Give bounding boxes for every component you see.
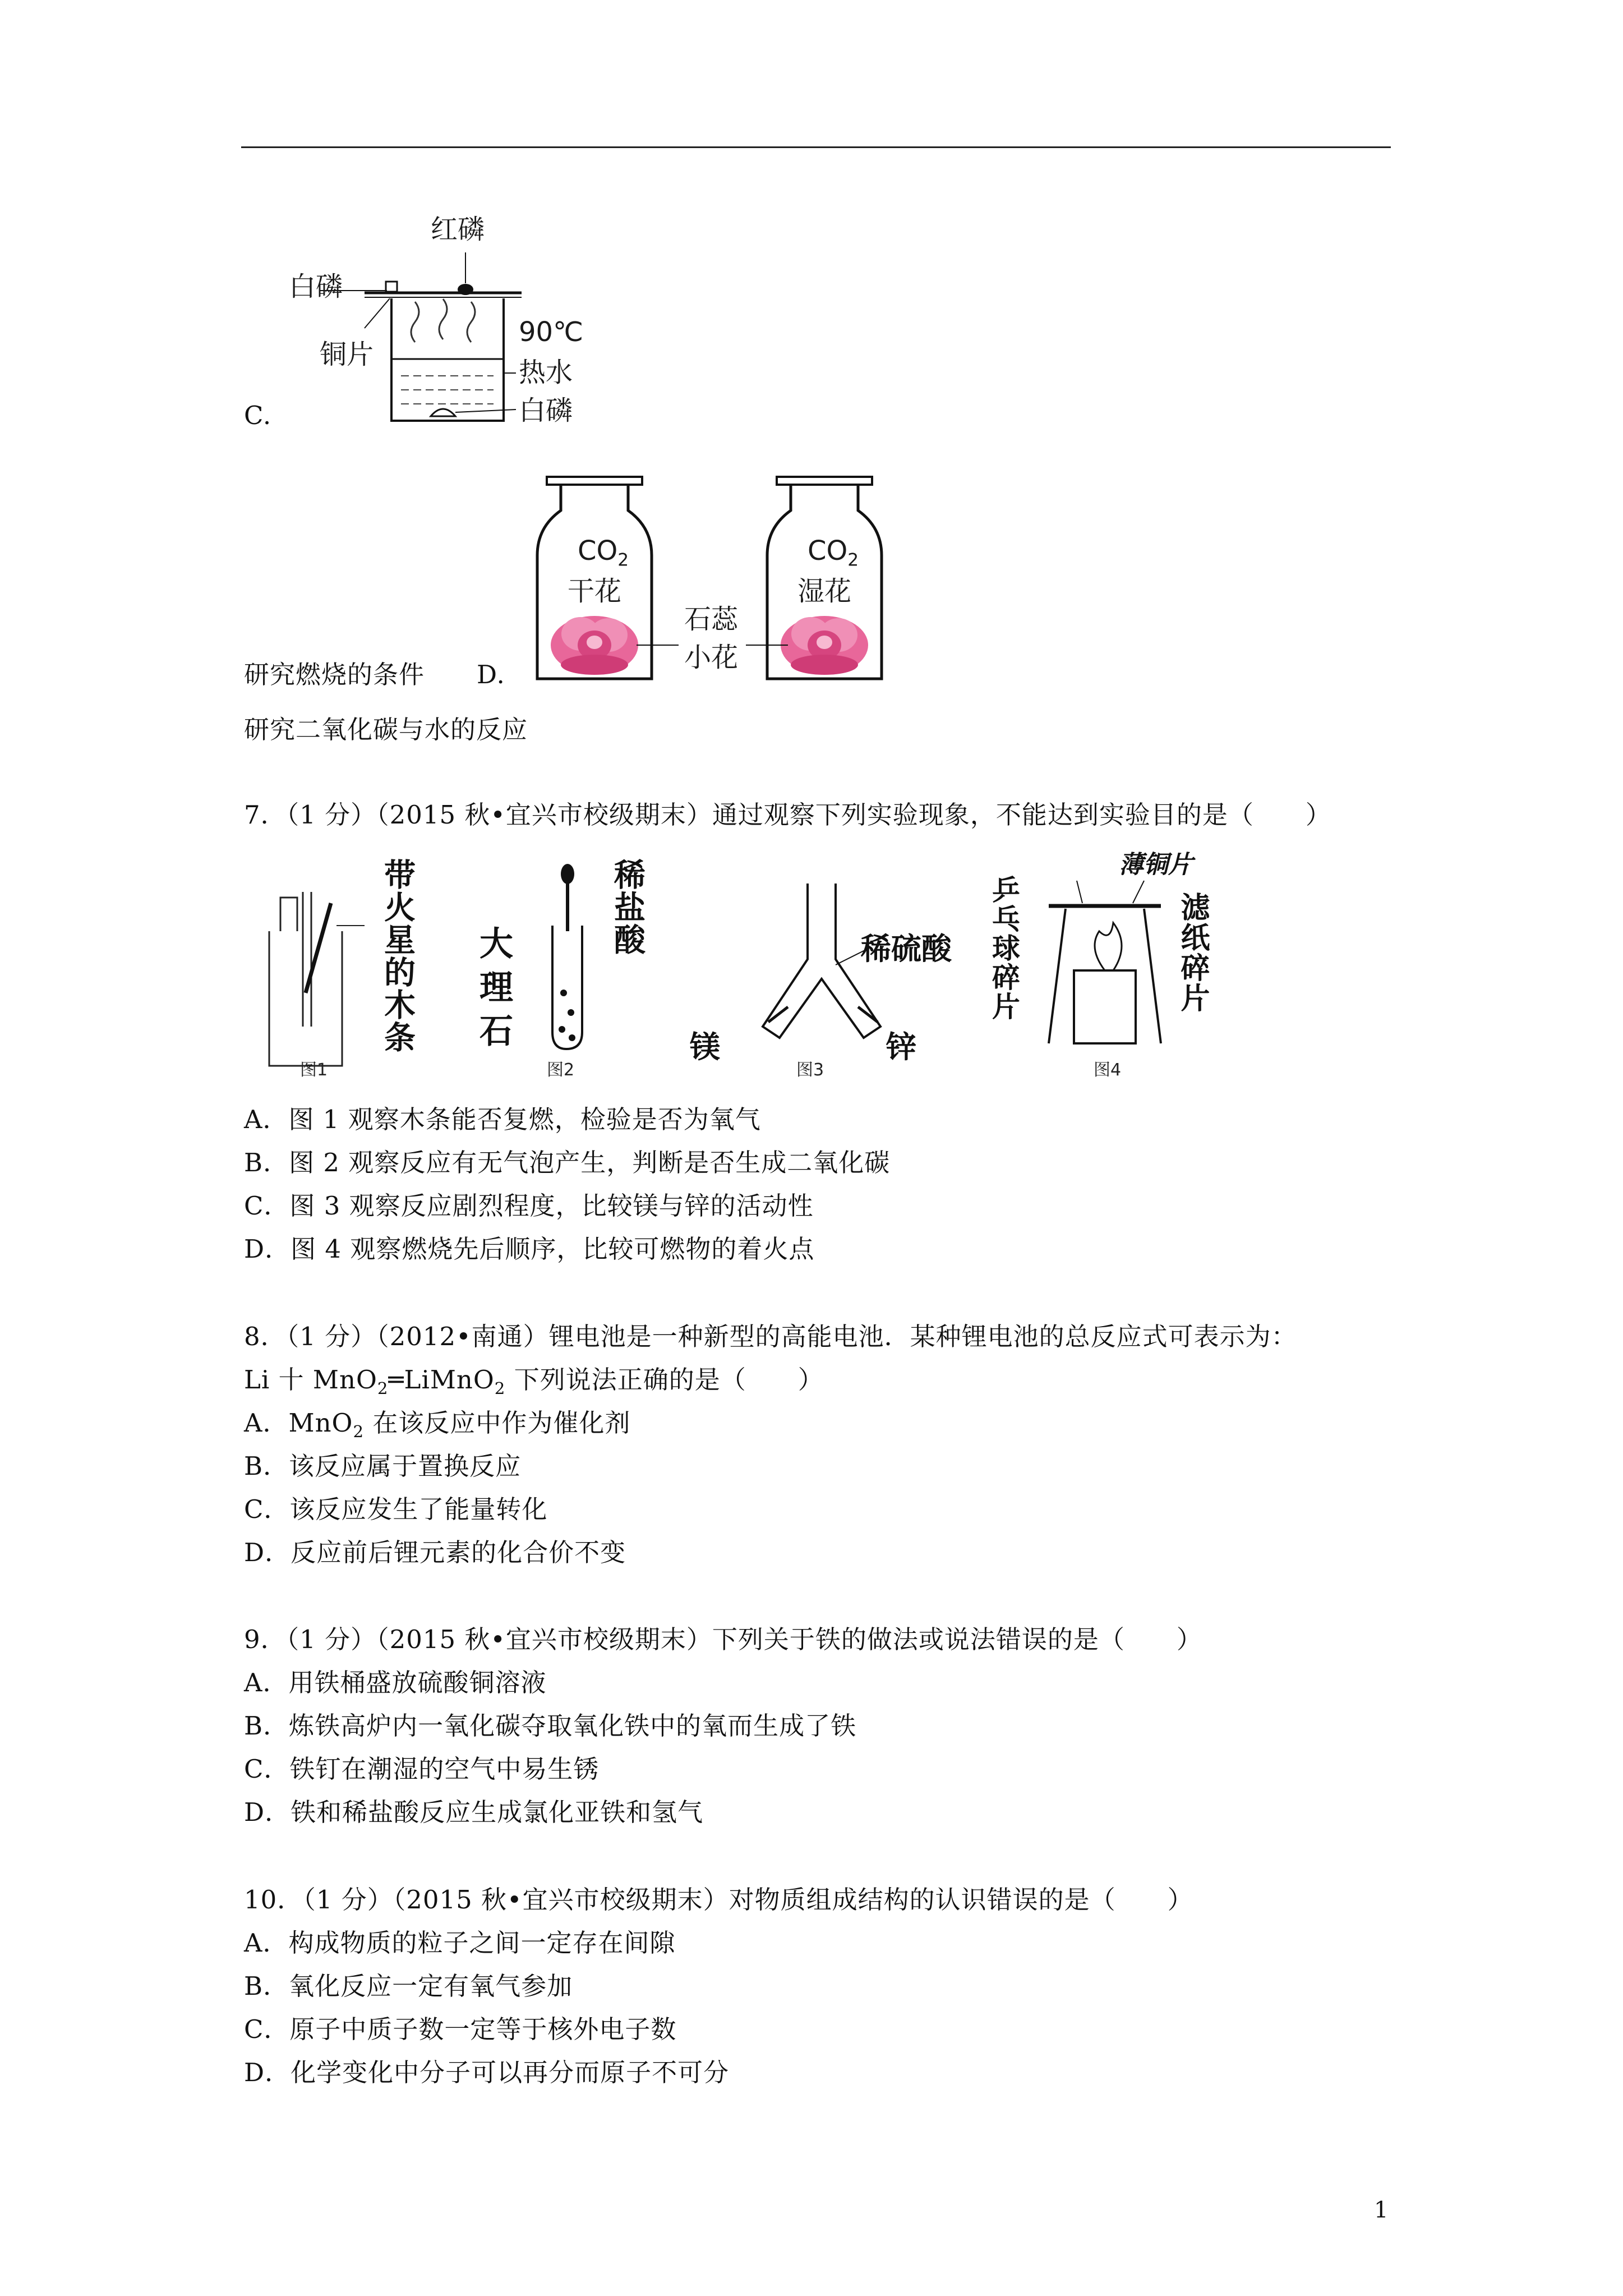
q9-option-b: B．炼铁高炉内一氧化碳夺取氧化铁中的氧而生成了铁 xyxy=(244,1711,857,1741)
label-left-co2: $CO_2$ xyxy=(578,535,629,570)
label-white-phosphorus-plate: 白磷 xyxy=(289,271,343,302)
q8-equation: Li 十 MnO$_2$═LiMnO$_2$ 下列说法正确的是（ ） xyxy=(244,1365,824,1398)
label-red-phosphorus: 红磷 xyxy=(431,214,485,245)
q6-option-c-letter: C. xyxy=(244,401,272,430)
q10-option-c: C．原子中质子数一定等于核外电子数 xyxy=(244,2014,677,2044)
q7-fig3-caption: 图3 xyxy=(796,1060,824,1080)
q6-option-d-caption: 研究二氧化碳与水的反应 xyxy=(244,715,528,744)
q9-option-a: A．用铁桶盛放硫酸铜溶液 xyxy=(244,1668,547,1697)
label-wet-flower: 湿花 xyxy=(797,576,852,607)
q6-option-c-caption: 研究燃烧的条件 xyxy=(244,660,425,689)
q7-fig4-top: 薄铜片 xyxy=(1119,850,1193,879)
label-small-flower: 小花 xyxy=(684,642,739,673)
q8-option-d: D．反应前后锂元素的化合价不变 xyxy=(244,1538,626,1567)
q7-figure-2 xyxy=(538,864,606,1055)
q8-option-c: C．该反应发生了能量转化 xyxy=(244,1494,548,1524)
q7-fig2-caption: 图2 xyxy=(547,1060,575,1080)
q7-option-c: C．图 3 观察反应剧烈程度，比较镁与锌的活动性 xyxy=(244,1191,814,1221)
q8-option-b: B．该反应属于置换反应 xyxy=(244,1451,522,1481)
q7-fig1-caption: 图1 xyxy=(300,1060,328,1080)
test-tube-dropper-drawing xyxy=(538,864,606,1055)
q7-fig4-left: 乒乓球碎片 xyxy=(988,875,1020,1021)
q7-fig3-right-metal: 锌 xyxy=(886,1029,916,1065)
q7-fig4-caption: 图4 xyxy=(1094,1060,1122,1080)
q9-stem: 9．（1 分）（2015 秋•宜兴市校级期末）下列关于铁的做法或说法错误的是（ ） xyxy=(244,1625,1202,1654)
label-white-phosphorus-water: 白磷 xyxy=(519,395,573,426)
q7-fig2-acid: 稀盐酸 xyxy=(609,858,645,956)
label-hot-water: 热水 xyxy=(519,357,573,388)
right-litmus-flower xyxy=(781,616,868,675)
q7-fig4-right: 滤纸碎片 xyxy=(1175,892,1209,1013)
q7-fig3-acid: 稀硫酸 xyxy=(861,931,952,967)
q7-option-a: A．图 1 观察木条能否复燃，检验是否为氧气 xyxy=(244,1105,761,1134)
q7-fig3-left-metal: 镁 xyxy=(690,1029,720,1065)
left-litmus-flower xyxy=(551,616,638,675)
label-dry-flower: 干花 xyxy=(568,576,622,607)
q7-fig2-solid: 大理石 xyxy=(474,926,513,1057)
q10-option-d: D．化学变化中分子可以再分而原子不可分 xyxy=(244,2058,730,2087)
q10-stem: 10．（1 分）（2015 秋•宜兴市校级期末）对物质组成结构的认识错误的是（ ） xyxy=(244,1885,1193,1915)
q10-option-a: A．构成物质的粒子之间一定存在间隙 xyxy=(244,1928,676,1958)
page-number: 1 xyxy=(1374,2197,1389,2223)
label-right-co2: $CO_2$ xyxy=(808,535,859,570)
q10-option-b: B．氧化反应一定有氧气参加 xyxy=(244,1971,573,2001)
q6-option-d-letter: D. xyxy=(477,660,505,689)
header-rule xyxy=(241,146,1391,148)
q8-stem: 8．（1 分）（2012•南通）锂电池是一种新型的高能电池．某种锂电池的总反应式可表示为： xyxy=(244,1322,1297,1351)
q9-option-c: C．铁钉在潮湿的空气中易生锈 xyxy=(244,1754,600,1784)
q9-option-d: D．铁和稀盐酸反应生成氯化亚铁和氢气 xyxy=(244,1797,704,1827)
label-copper-sheet: 铜片 xyxy=(320,339,374,370)
q7-figure-4 xyxy=(1043,875,1172,1055)
label-temperature: 90℃ xyxy=(519,316,583,348)
q7-stem: 7．（1 分）（2015 秋•宜兴市校级期末）通过观察下列实验现象，不能达到实验目的是（ ） xyxy=(244,800,1331,830)
q7-fig1-label: 带火星的木条 xyxy=(379,858,416,1053)
q7-option-b: B．图 2 观察反应有无气泡产生，判断是否生成二氧化碳 xyxy=(244,1148,891,1177)
q7-option-d: D．图 4 观察燃烧先后顺序，比较可燃物的着火点 xyxy=(244,1234,815,1264)
label-litmus: 石蕊 xyxy=(684,604,739,635)
tripod-burner-drawing xyxy=(1043,875,1172,1055)
q8-option-a: A．MnO$_2$ 在该反应中作为催化剂 xyxy=(244,1408,631,1441)
